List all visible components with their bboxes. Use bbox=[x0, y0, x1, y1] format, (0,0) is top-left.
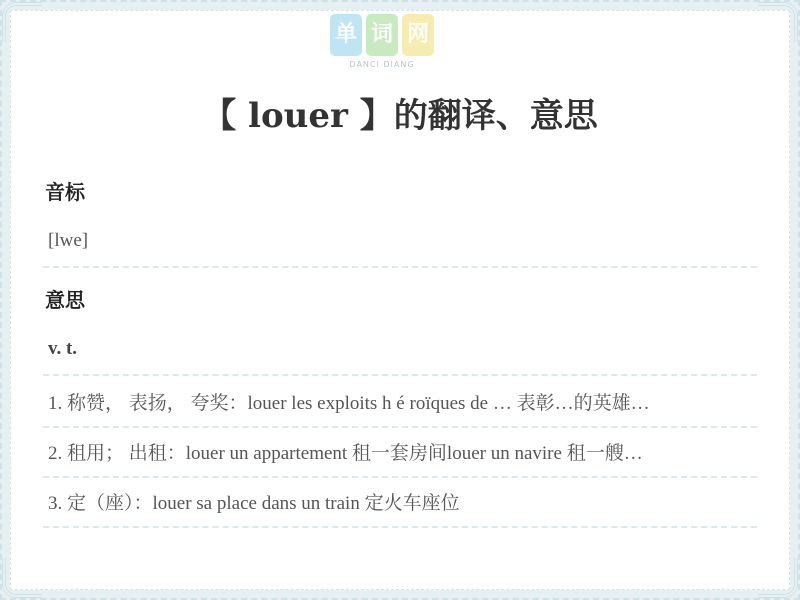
meaning-item: 1. 称赞， 表扬， 夸奖：louer les exploits h é roïques de … 表彰…的英雄… bbox=[43, 388, 757, 428]
meaning-item: 2. 租用； 出租：louer un appartement 租一套房间louer un navire 租一艘… bbox=[43, 438, 757, 478]
logo-char: 单 bbox=[330, 14, 362, 56]
corner-ornament bbox=[758, 2, 798, 42]
corner-ornament bbox=[2, 2, 42, 42]
logo-subtitle: DANCI DIANG bbox=[349, 60, 415, 69]
meaning-heading: 意思 bbox=[45, 288, 85, 312]
site-logo bbox=[326, 14, 438, 78]
phonetic-heading: 音标 bbox=[45, 180, 85, 204]
phonetic-value: [lwe] bbox=[43, 230, 757, 268]
meaning-item: 3. 定（座）：louer sa place dans un train 定火车座位 bbox=[43, 488, 757, 528]
corner-ornament bbox=[758, 558, 798, 598]
part-of-speech: v. t. bbox=[43, 338, 757, 376]
logo-char: 网 bbox=[402, 14, 434, 56]
page-title: 【 louer 】的翻译、意思 bbox=[202, 96, 598, 136]
corner-ornament bbox=[2, 558, 42, 598]
logo-char: 词 bbox=[366, 14, 398, 56]
